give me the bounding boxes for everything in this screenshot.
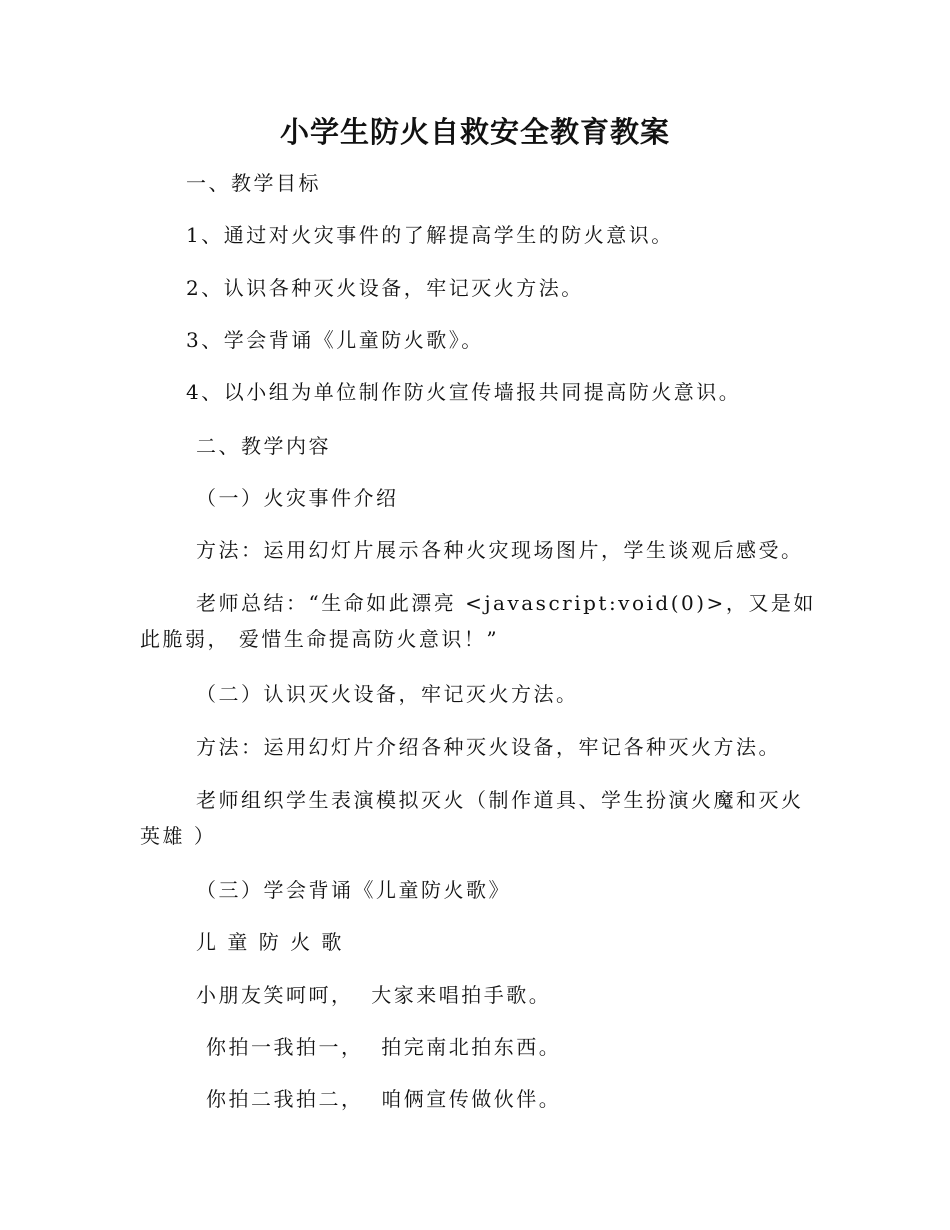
objective-item-1: 1、通过对火灾事件的了解提高学生的防火意识。 bbox=[186, 223, 674, 247]
subsection-heading-1: （一）火灾事件介绍 bbox=[196, 486, 399, 510]
song-line-3: 你拍二我拍二， 咱俩宣传做伙伴。 bbox=[206, 1087, 562, 1111]
song-line-2: 你拍一我拍一， 拍完南北拍东西。 bbox=[206, 1035, 562, 1059]
subsection-heading-2: （二）认识灭火设备，牢记灭火方法。 bbox=[196, 682, 579, 706]
teacher-summary-paragraph: 老师总结：“生命如此漂亮 <javascript:void(0)>，又是如此脆弱， 爱惜生命提高防火意识！” bbox=[140, 591, 816, 651]
teacher-activity-paragraph: 老师组织学生表演模拟灭火（制作道具、学生扮演火魔和灭火英雄 ） bbox=[140, 788, 804, 848]
objective-item-3: 3、学会背诵《儿童防火歌》。 bbox=[186, 328, 484, 352]
section-heading-objectives: 一、教学目标 bbox=[186, 171, 321, 195]
method-paragraph-2: 方法：运用幻灯片介绍各种灭火设备，牢记各种灭火方法。 bbox=[196, 735, 781, 759]
section-heading-content: 二、教学内容 bbox=[196, 434, 331, 458]
song-line-1: 小朋友笑呵呵， 大家来唱拍手歌。 bbox=[196, 983, 552, 1007]
objective-item-2: 2、认识各种灭火设备，牢记灭火方法。 bbox=[186, 276, 584, 300]
subsection-heading-3: （三）学会背诵《儿童防火歌》 bbox=[196, 878, 511, 902]
objective-item-4: 4、以小组为单位制作防火宣传墙报共同提高防火意识。 bbox=[186, 380, 742, 404]
document-title: 小学生防火自救安全教育教案 bbox=[279, 115, 670, 149]
method-paragraph-1: 方法：运用幻灯片展示各种火灾现场图片，学生谈观后感受。 bbox=[196, 538, 804, 562]
song-title: 儿 童 防 火 歌 bbox=[196, 930, 344, 954]
